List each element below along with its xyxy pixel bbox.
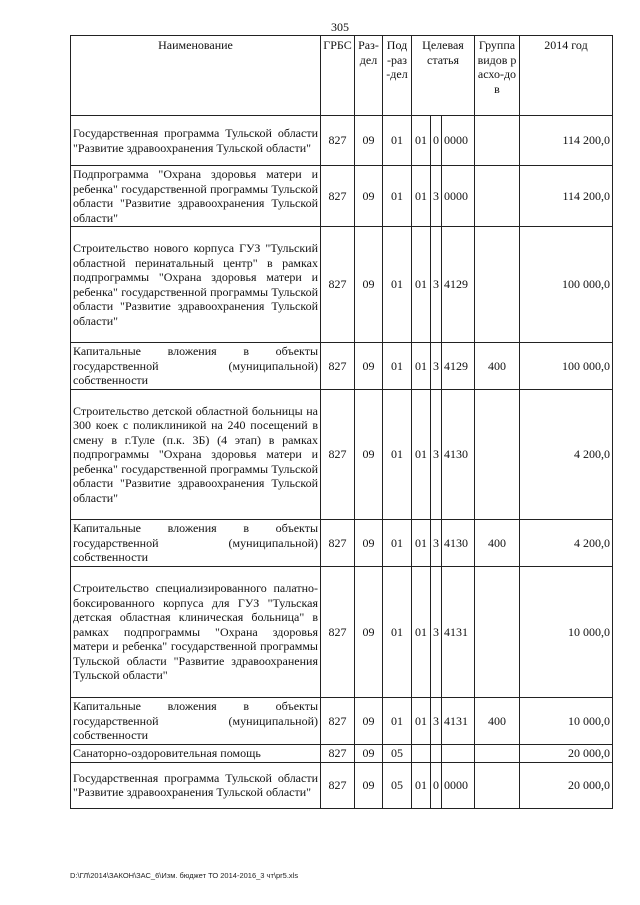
row-amount: 20 000,0 bbox=[520, 745, 613, 763]
budget-table bbox=[70, 35, 613, 809]
header-grbs: ГРБС bbox=[321, 36, 355, 116]
row-target-program: 01 bbox=[412, 567, 431, 698]
header-name: Наименование bbox=[71, 36, 321, 116]
table-row bbox=[71, 343, 613, 390]
row-grbs: 827 bbox=[321, 116, 355, 166]
row-grbs: 827 bbox=[321, 227, 355, 343]
row-amount: 114 200,0 bbox=[520, 116, 613, 166]
header-section: Раз-дел bbox=[355, 36, 383, 116]
row-subsection: 05 bbox=[383, 762, 412, 808]
row-target-program: 01 bbox=[412, 698, 431, 745]
row-amount: 20 000,0 bbox=[520, 762, 613, 808]
row-grbs: 827 bbox=[321, 520, 355, 567]
row-name: Подпрограмма "Охрана здоровья матери и ребенка" государственной программы Тульской области "Развитие здравоохранения Тульской области" bbox=[71, 166, 321, 227]
row-target-subprogram: 3 bbox=[431, 698, 442, 745]
row-section: 09 bbox=[355, 343, 383, 390]
row-target-code: 0000 bbox=[442, 116, 475, 166]
header-subsection: Под-раз-дел bbox=[383, 36, 412, 116]
row-expense-group bbox=[475, 390, 520, 520]
row-target-subprogram: 3 bbox=[431, 390, 442, 520]
row-target-code: 4131 bbox=[442, 698, 475, 745]
table-row bbox=[71, 567, 613, 698]
row-target-program: 01 bbox=[412, 227, 431, 343]
row-target-subprogram: 3 bbox=[431, 227, 442, 343]
row-grbs: 827 bbox=[321, 762, 355, 808]
table-row bbox=[71, 762, 613, 808]
row-name: Капитальные вложения в объекты государственной (муниципальной) собственности bbox=[71, 520, 321, 567]
row-amount: 114 200,0 bbox=[520, 166, 613, 227]
row-name: Государственная программа Тульской области "Развитие здравоохранения Тульской области" bbox=[71, 116, 321, 166]
row-target-code: 0000 bbox=[442, 166, 475, 227]
row-target-code: 0000 bbox=[442, 762, 475, 808]
row-grbs: 827 bbox=[321, 567, 355, 698]
row-name: Строительство нового корпуса ГУЗ "Тульский областной перинатальный центр" в рамках подпрограммы "Охрана здоровья матери и ребенка" государственной программы Тульской области "Развитие здравоохранения Тульской области" bbox=[71, 227, 321, 343]
header-target: Целевая статья bbox=[412, 36, 475, 116]
header-year: 2014 год bbox=[520, 36, 613, 116]
row-expense-group bbox=[475, 166, 520, 227]
row-target-program: 01 bbox=[412, 390, 431, 520]
row-section: 09 bbox=[355, 227, 383, 343]
row-target-code: 4129 bbox=[442, 343, 475, 390]
row-target-program: 01 bbox=[412, 116, 431, 166]
row-amount: 4 200,0 bbox=[520, 390, 613, 520]
row-expense-group bbox=[475, 567, 520, 698]
table-row bbox=[71, 166, 613, 227]
row-grbs: 827 bbox=[321, 698, 355, 745]
row-target-code: 4129 bbox=[442, 227, 475, 343]
row-section: 09 bbox=[355, 698, 383, 745]
row-target-program: 01 bbox=[412, 343, 431, 390]
row-subsection: 01 bbox=[383, 166, 412, 227]
row-expense-group bbox=[475, 116, 520, 166]
row-name: Государственная программа Тульской области "Развитие здравоохранения Тульской области" bbox=[71, 762, 321, 808]
row-subsection: 01 bbox=[383, 698, 412, 745]
row-subsection: 01 bbox=[383, 567, 412, 698]
row-target-subprogram: 3 bbox=[431, 343, 442, 390]
row-target-code: 4131 bbox=[442, 567, 475, 698]
table-body bbox=[71, 116, 613, 809]
row-subsection: 05 bbox=[383, 745, 412, 763]
row-section: 09 bbox=[355, 567, 383, 698]
row-section: 09 bbox=[355, 745, 383, 763]
page-number: 305 bbox=[331, 20, 349, 34]
table-row bbox=[71, 698, 613, 745]
row-target-subprogram: 3 bbox=[431, 567, 442, 698]
row-target-code: 4130 bbox=[442, 390, 475, 520]
row-target-program: 01 bbox=[412, 166, 431, 227]
row-expense-group: 400 bbox=[475, 343, 520, 390]
row-expense-group: 400 bbox=[475, 520, 520, 567]
header-group: Группа видов расхо-дов bbox=[475, 36, 520, 116]
row-amount: 10 000,0 bbox=[520, 567, 613, 698]
row-subsection: 01 bbox=[383, 520, 412, 567]
row-amount: 100 000,0 bbox=[520, 343, 613, 390]
row-expense-group bbox=[475, 745, 520, 763]
row-expense-group bbox=[475, 227, 520, 343]
row-name: Капитальные вложения в объекты государственной (муниципальной) собственности bbox=[71, 343, 321, 390]
row-amount: 100 000,0 bbox=[520, 227, 613, 343]
row-amount: 4 200,0 bbox=[520, 520, 613, 567]
row-target-program: 01 bbox=[412, 520, 431, 567]
row-name: Капитальные вложения в объекты государственной (муниципальной) собственности bbox=[71, 698, 321, 745]
row-target-code: 4130 bbox=[442, 520, 475, 567]
row-name: Санаторно-оздоровительная помощь bbox=[71, 745, 321, 763]
row-name: Строительство специализированного палатно-боксированного корпуса для ГУЗ "Тульская детская областная клиническая больница" в рамках подпрограммы "Охрана здоровья матери и ребенка" государственной программы Тульской области "Развитие здравоохранения Тульской области" bbox=[71, 567, 321, 698]
row-target-code bbox=[442, 745, 475, 763]
row-target-subprogram: 0 bbox=[431, 762, 442, 808]
table-row bbox=[71, 520, 613, 567]
table-row bbox=[71, 390, 613, 520]
row-amount: 10 000,0 bbox=[520, 698, 613, 745]
row-section: 09 bbox=[355, 116, 383, 166]
row-subsection: 01 bbox=[383, 343, 412, 390]
row-subsection: 01 bbox=[383, 116, 412, 166]
row-grbs: 827 bbox=[321, 343, 355, 390]
row-grbs: 827 bbox=[321, 390, 355, 520]
row-grbs: 827 bbox=[321, 745, 355, 763]
header-row bbox=[71, 36, 613, 116]
row-subsection: 01 bbox=[383, 390, 412, 520]
row-target-program bbox=[412, 745, 431, 763]
row-subsection: 01 bbox=[383, 227, 412, 343]
table-row bbox=[71, 745, 613, 763]
row-section: 09 bbox=[355, 520, 383, 567]
row-section: 09 bbox=[355, 762, 383, 808]
file-path-footer: D:\ГЛ\2014\ЗАКОН\ЗАС_6\Изм. бюджет ТО 2014-2016_3 чт\pr5.xls bbox=[70, 871, 299, 880]
table-row bbox=[71, 227, 613, 343]
row-section: 09 bbox=[355, 166, 383, 227]
row-target-subprogram: 0 bbox=[431, 116, 442, 166]
row-expense-group bbox=[475, 762, 520, 808]
row-target-program: 01 bbox=[412, 762, 431, 808]
row-name: Строительство детской областной больницы на 300 коек с поликлиникой на 240 посещений в смену в г.Туле (п.к. 3Б) (4 этап) в рамках подпрограммы "Охрана здоровья матери и ребенка" государственной программы Тульской области "Развитие здравоохранения Тульской области" bbox=[71, 390, 321, 520]
row-target-subprogram: 3 bbox=[431, 520, 442, 567]
row-expense-group: 400 bbox=[475, 698, 520, 745]
row-grbs: 827 bbox=[321, 166, 355, 227]
table-row bbox=[71, 116, 613, 166]
row-target-subprogram: 3 bbox=[431, 166, 442, 227]
row-target-subprogram bbox=[431, 745, 442, 763]
row-section: 09 bbox=[355, 390, 383, 520]
